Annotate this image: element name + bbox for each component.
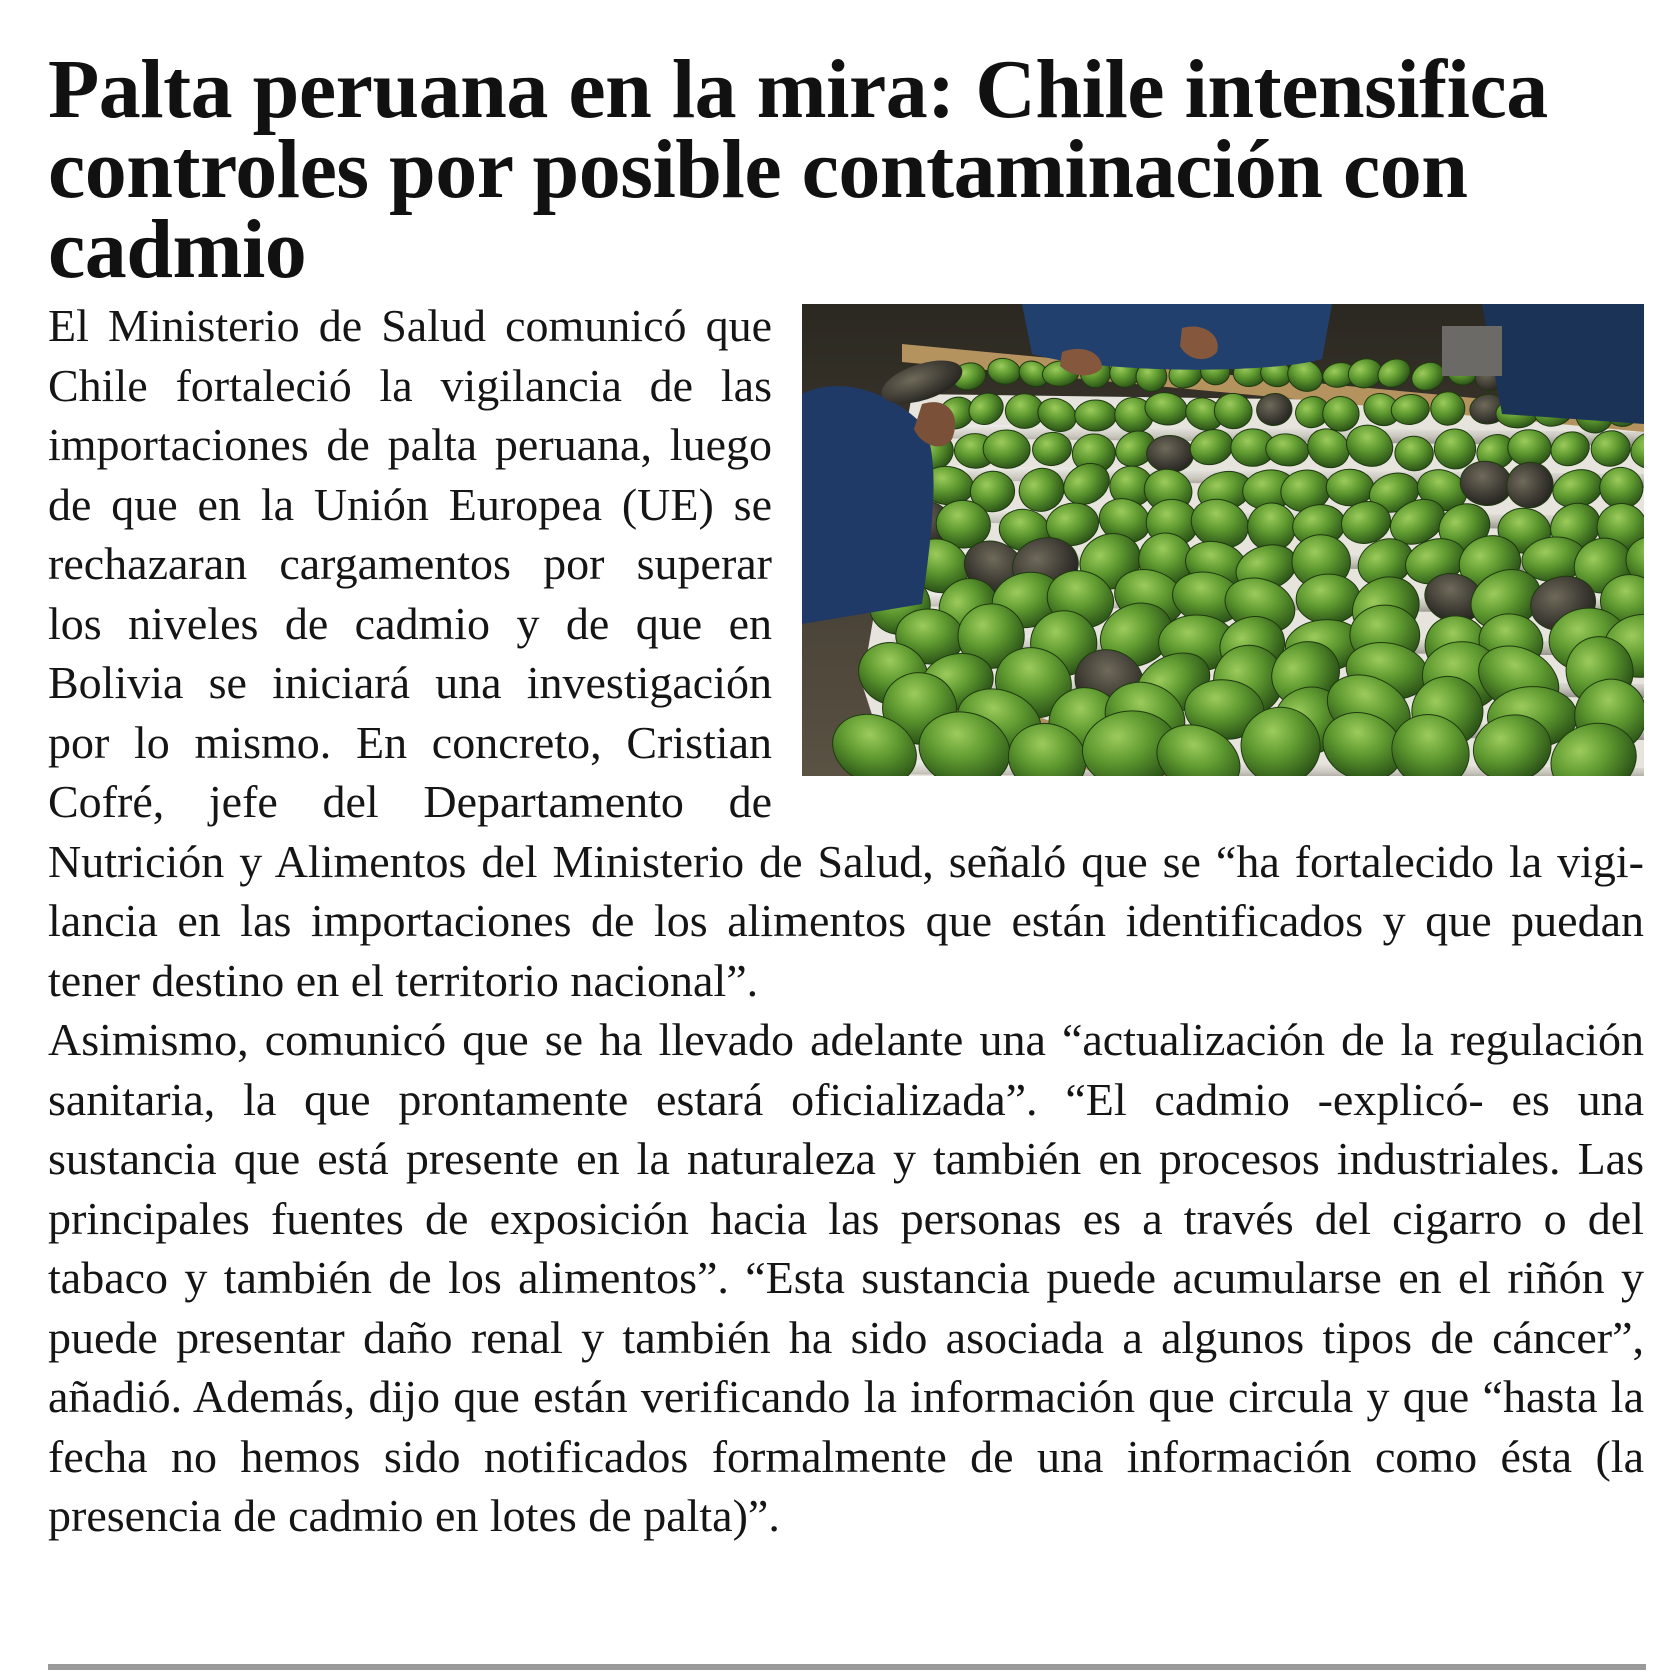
bottom-rule xyxy=(48,1664,1646,1670)
article-paragraph-2: Asimismo, comunicó que se ha llevado adelante una “actualización de la regulación sanitaria, la que prontamente estará oficializada”. “El cadmio -explicó- es una sustancia que está presente en la naturaleza y también en procesos industriales. Las principales fuentes de exposición hacia las personas es a través del cigarro o del tabaco y también de los alimentos”. “Esta sustancia puede acumularse en el riñón y puede presentar daño renal y también ha sido asociada a algunos tipos de cáncer”, añadió. Además, dijo que están verificando la información que circula y que “hasta la fecha no hemos sido notificados formalmente de una información como ésta (la presencia de cadmio en lotes de palta)”. xyxy=(48,1014,1644,1541)
avocado-photo-illustration xyxy=(802,304,1644,776)
article-paragraph-1: El Ministerio de Salud comunicó que Chile fortaleció la vigilancia de las importaciones de palta peruana, luego de que en la Unión Europea (UE) se rechazaran cargamentos por superar los niveles de cadmio y de que en Bolivia se iniciará una investigación por lo mismo. En concreto, Cristian Cofré, jefe del Departamento de Nutrición y Alimentos del Ministerio de Salud, señaló que se “ha fortalecido la vigilancia en las importaciones de los alimentos que están identificados y que puedan tener destino en el territorio nacional”. xyxy=(48,300,1644,1006)
article-headline: Palta peruana en la mira: Chile intensifica controles por posible contaminación con cadmio xyxy=(48,43,1548,296)
news-article xyxy=(48,43,1644,1546)
avocado-sorting-photo xyxy=(802,304,1644,776)
